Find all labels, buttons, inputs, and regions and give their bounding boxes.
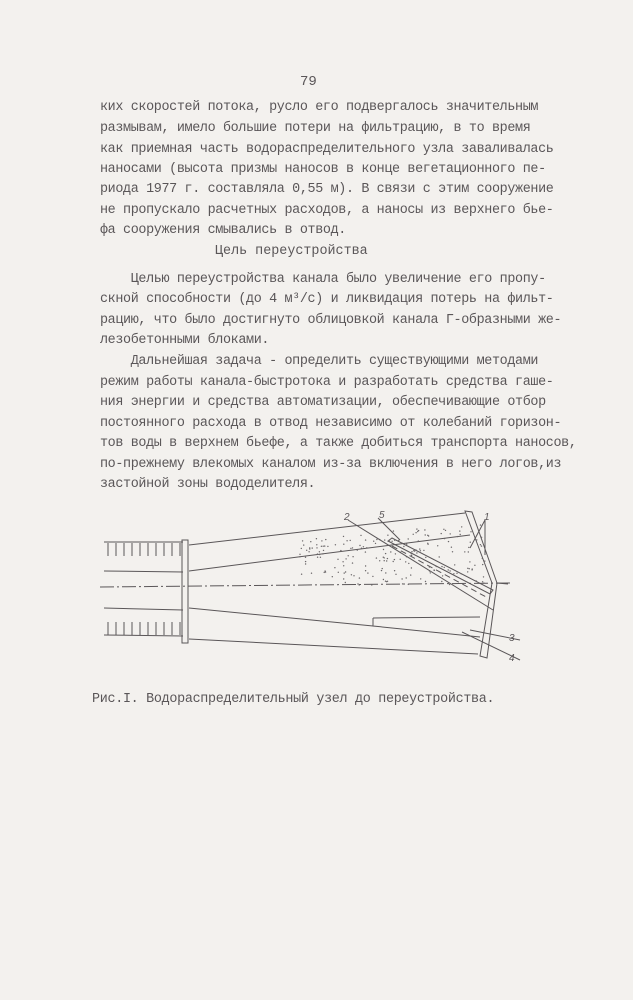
- drawing-mark: [416, 528, 417, 529]
- drawing-mark: [457, 536, 458, 537]
- drawing-mark: [461, 573, 462, 574]
- drawing-mark: [352, 556, 353, 557]
- drawing-mark: [303, 544, 304, 545]
- drawing-mark: [393, 561, 394, 562]
- drawing-mark: [415, 549, 416, 550]
- drawing-mark: [309, 547, 310, 548]
- text-line: размывам, имело большие потери на фильтрацию, в то время: [100, 121, 531, 136]
- drawing-mark: [451, 547, 452, 548]
- drawing-mark: [324, 570, 325, 571]
- text-line: Целью переустройства канала было увеличение его пропу-: [100, 272, 546, 287]
- drawing-mark: [345, 571, 346, 572]
- drawing-mark: [319, 551, 320, 552]
- drawing-mark: [444, 538, 445, 539]
- drawing-mark: [441, 566, 442, 567]
- drawing-mark: [366, 547, 367, 548]
- drawing-mark: [385, 581, 386, 582]
- drawing-mark: [379, 560, 380, 561]
- drawing-mark: [415, 532, 416, 533]
- drawing-mark: [484, 560, 485, 561]
- text-line: застойной зоны вододелителя.: [100, 477, 316, 492]
- drawing-mark: [342, 561, 343, 562]
- text-line: фа сооружения смывались в отвод.: [100, 223, 346, 238]
- drawing-mark: [411, 567, 412, 568]
- drawing-mark: [317, 557, 318, 558]
- drawing-mark: [469, 561, 470, 562]
- drawing-mark: [413, 534, 414, 535]
- label-1: 1: [484, 512, 490, 523]
- text-line: Дальнейшая задача - определить существующими методами: [100, 354, 539, 369]
- drawing-mark: [350, 540, 351, 541]
- drawing-mark: [481, 537, 482, 538]
- drawing-mark: [395, 574, 396, 575]
- label-3: 3: [509, 633, 515, 644]
- drawing-mark: [394, 559, 395, 560]
- drawing-mark: [385, 553, 386, 554]
- drawing-mark: [306, 550, 307, 551]
- drawing-mark: [352, 547, 353, 548]
- drawing-mark: [361, 548, 362, 549]
- drawing-mark: [436, 566, 437, 567]
- label-5: 5: [379, 510, 385, 521]
- text-line: лезобетонными блоками.: [100, 333, 270, 348]
- drawing-mark: [357, 549, 358, 550]
- drawing-mark: [469, 568, 470, 569]
- drawing-mark: [323, 550, 324, 551]
- drawing-mark: [322, 553, 323, 554]
- drawing-mark: [459, 530, 460, 531]
- text-line: рацию, что было достигнуто облицовкой канала Г-образными же-: [100, 313, 562, 328]
- drawing-mark: [387, 535, 388, 536]
- text-line: скной способности (до 4 м³/с) и ликвидация потерь на фильт-: [100, 292, 554, 307]
- drawing-mark: [424, 529, 425, 530]
- drawing-mark: [305, 563, 306, 564]
- drawing-mark: [365, 565, 366, 566]
- drawing-mark: [365, 551, 366, 552]
- drawing-mark: [359, 577, 360, 578]
- drawing-mark: [423, 550, 424, 551]
- text-line: наносами (высота призмы наносов в конце вегетационного пе-: [100, 162, 546, 177]
- drawing-mark: [480, 524, 481, 525]
- drawing-mark: [383, 579, 384, 580]
- page-number: 79: [300, 74, 317, 90]
- drawing-mark: [386, 560, 387, 561]
- drawing-mark: [363, 546, 364, 547]
- drawing-mark: [420, 578, 421, 579]
- drawing-mark: [420, 550, 421, 551]
- divider-wall: [373, 617, 480, 637]
- drawing-mark: [441, 581, 442, 582]
- drawing-mark: [337, 559, 338, 560]
- label-2: 2: [344, 512, 350, 523]
- drawing-mark: [346, 540, 347, 541]
- drawing-mark: [425, 581, 426, 582]
- drawing-mark: [460, 534, 461, 535]
- drawing-mark: [443, 529, 444, 530]
- drawing-mark: [411, 555, 412, 556]
- drawing-mark: [448, 569, 449, 570]
- drawing-mark: [441, 533, 442, 534]
- sediment-dots: [299, 524, 485, 585]
- drawing-mark: [384, 560, 385, 561]
- drawing-mark: [425, 534, 426, 535]
- drawing-mark: [371, 584, 372, 585]
- drawing-mark: [442, 575, 443, 576]
- drawing-mark: [417, 531, 418, 532]
- drawing-mark: [394, 540, 395, 541]
- drawing-mark: [348, 555, 349, 556]
- drawing-mark: [470, 542, 471, 543]
- drawing-mark: [402, 583, 403, 584]
- drawing-mark: [373, 541, 374, 542]
- drawing-mark: [321, 540, 322, 541]
- drawing-mark: [316, 544, 317, 545]
- drawing-mark: [411, 553, 412, 554]
- drawing-mark: [395, 553, 396, 554]
- drawing-mark: [312, 547, 313, 548]
- drawing-mark: [419, 548, 420, 549]
- figure-caption: Рис.I. Водораспределительный узел до переустройства.: [92, 692, 495, 707]
- drawing-mark: [461, 526, 462, 527]
- drawing-mark: [383, 549, 384, 550]
- drawing-mark: [305, 557, 306, 558]
- drawing-mark: [410, 574, 411, 575]
- drawing-mark: [390, 551, 391, 552]
- drawing-mark: [324, 545, 325, 546]
- text-line: постоянного расхода в отвод независимо от колебаний горизон-: [100, 416, 562, 431]
- drawing-mark: [311, 573, 312, 574]
- drawing-mark: [345, 558, 346, 559]
- drawing-mark: [401, 578, 402, 579]
- drawing-mark: [338, 572, 339, 573]
- hatched-bank-lower: [104, 608, 183, 636]
- drawing-mark: [425, 557, 426, 558]
- drawing-mark: [323, 546, 324, 547]
- text-line: тов воды в верхнем бьефе, а также добиться транспорта наносов,: [100, 436, 577, 451]
- drawing-mark: [343, 565, 344, 566]
- drawing-mark: [305, 561, 306, 562]
- drawing-mark: [481, 545, 482, 546]
- drawing-mark: [439, 556, 440, 557]
- text-line: не пропускало расчетных расходов, а наносы из верхнего бье-: [100, 203, 554, 218]
- drawing-mark: [325, 539, 326, 540]
- drawing-mark: [467, 568, 468, 569]
- hatched-bank-upper: [104, 542, 183, 572]
- drawing-mark: [416, 552, 417, 553]
- drawing-mark: [387, 581, 388, 582]
- drawing-mark: [359, 545, 360, 546]
- drawing-mark: [468, 551, 469, 552]
- drawing-mark: [449, 584, 450, 585]
- drawing-mark: [482, 558, 483, 559]
- drawing-mark: [449, 570, 450, 571]
- drawing-mark: [391, 544, 392, 545]
- drawing-mark: [310, 541, 311, 542]
- drawing-mark: [301, 574, 302, 575]
- drawing-mark: [340, 550, 341, 551]
- drawing-mark: [365, 539, 366, 540]
- drawing-mark: [406, 544, 407, 545]
- drawing-mark: [471, 569, 472, 570]
- text-line: режим работы канала-быстротока и разработать средства гаше-: [100, 375, 554, 390]
- drawing-mark: [454, 564, 455, 565]
- drawing-mark: [376, 557, 377, 558]
- drawing-mark: [357, 583, 358, 584]
- drawing-mark: [301, 548, 302, 549]
- drawing-mark: [394, 570, 395, 571]
- drawing-mark: [401, 542, 402, 543]
- drawing-mark: [453, 573, 454, 574]
- drawing-mark: [408, 563, 409, 564]
- drawing-mark: [429, 566, 430, 567]
- drawing-mark: [413, 550, 414, 551]
- drawing-mark: [418, 540, 419, 541]
- drawing-mark: [351, 574, 352, 575]
- text-line: по-прежнему влекомых каналом из-за включения в него логов,из: [100, 457, 562, 472]
- drawing-mark: [299, 554, 300, 555]
- drawing-mark: [327, 546, 328, 547]
- drawing-mark: [403, 546, 404, 547]
- drawing-mark: [428, 535, 429, 536]
- text-line: риода 1977 г. составляла 0,55 м). В связи с этим сооружение: [100, 182, 554, 197]
- text-line: ких скоростей потока, русло его подвергалось значительным: [100, 100, 539, 115]
- drawing-mark: [302, 540, 303, 541]
- drawing-mark: [391, 541, 392, 542]
- drawing-mark: [475, 580, 476, 581]
- text-line: как приемная часть водораспределительного узла заваливалась: [100, 142, 554, 157]
- drawing-mark: [353, 575, 354, 576]
- drawing-mark: [483, 582, 484, 583]
- section-heading: Цель переустройства: [215, 244, 368, 259]
- drawing-mark: [321, 546, 322, 547]
- drawing-mark: [382, 568, 383, 569]
- drawing-mark: [464, 551, 465, 552]
- drawing-mark: [408, 584, 409, 585]
- drawing-mark: [444, 567, 445, 568]
- drawing-mark: [433, 569, 434, 570]
- drawing-mark: [316, 547, 317, 548]
- drawing-mark: [411, 551, 412, 552]
- drawing-mark: [308, 551, 309, 552]
- drawing-mark: [365, 570, 366, 571]
- drawing-mark: [389, 540, 390, 541]
- drawing-mark: [345, 582, 346, 583]
- text-line: ния энергии и средства автоматизации, обеспечивающие отбор: [100, 395, 546, 410]
- drawing-mark: [344, 572, 345, 573]
- drawing-mark: [400, 559, 401, 560]
- drawing-mark: [319, 554, 320, 555]
- drawing-mark: [468, 547, 469, 548]
- drawing-mark: [388, 541, 389, 542]
- drawing-mark: [350, 548, 351, 549]
- drawing-mark: [456, 573, 457, 574]
- drawing-mark: [384, 539, 385, 540]
- drawing-mark: [343, 578, 344, 579]
- drawing-mark: [359, 584, 360, 585]
- drawing-mark: [316, 538, 317, 539]
- drawing-mark: [393, 530, 394, 531]
- drawing-mark: [398, 540, 399, 541]
- drawing-mark: [352, 562, 353, 563]
- drawing-mark: [445, 530, 446, 531]
- flange: [182, 540, 188, 643]
- drawing-mark: [470, 531, 471, 532]
- drawing-mark: [299, 556, 300, 557]
- drawing-mark: [452, 551, 453, 552]
- drawing-mark: [332, 576, 333, 577]
- drawing-mark: [482, 581, 483, 582]
- axis-line: [100, 583, 510, 587]
- drawing-mark: [408, 538, 409, 539]
- label-4: 4: [509, 653, 515, 664]
- drawing-mark: [474, 565, 475, 566]
- drawing-mark: [450, 533, 451, 534]
- drawing-mark: [334, 567, 335, 568]
- drawing-mark: [324, 572, 325, 573]
- drawing-mark: [430, 572, 431, 573]
- drawing-mark: [483, 576, 484, 577]
- drawing-mark: [427, 544, 428, 545]
- drawing-mark: [343, 544, 344, 545]
- drawing-mark: [385, 572, 386, 573]
- drawing-mark: [375, 543, 376, 544]
- drawing-mark: [367, 572, 368, 573]
- drawing-mark: [317, 553, 318, 554]
- drawing-mark: [372, 576, 373, 577]
- drawing-mark: [343, 536, 344, 537]
- drawing-mark: [376, 539, 377, 540]
- drawing-mark: [480, 544, 481, 545]
- drawing-mark: [320, 557, 321, 558]
- drawing-mark: [405, 561, 406, 562]
- drawing-mark: [383, 557, 384, 558]
- drawing-mark: [482, 564, 483, 565]
- drawing-mark: [467, 571, 468, 572]
- drawing-mark: [381, 570, 382, 571]
- drawing-mark: [406, 577, 407, 578]
- drawing-mark: [335, 544, 336, 545]
- drawing-mark: [387, 558, 388, 559]
- drawing-mark: [437, 545, 438, 546]
- drawing-mark: [448, 541, 449, 542]
- drawing-mark: [360, 535, 361, 536]
- drawing-mark: [476, 539, 477, 540]
